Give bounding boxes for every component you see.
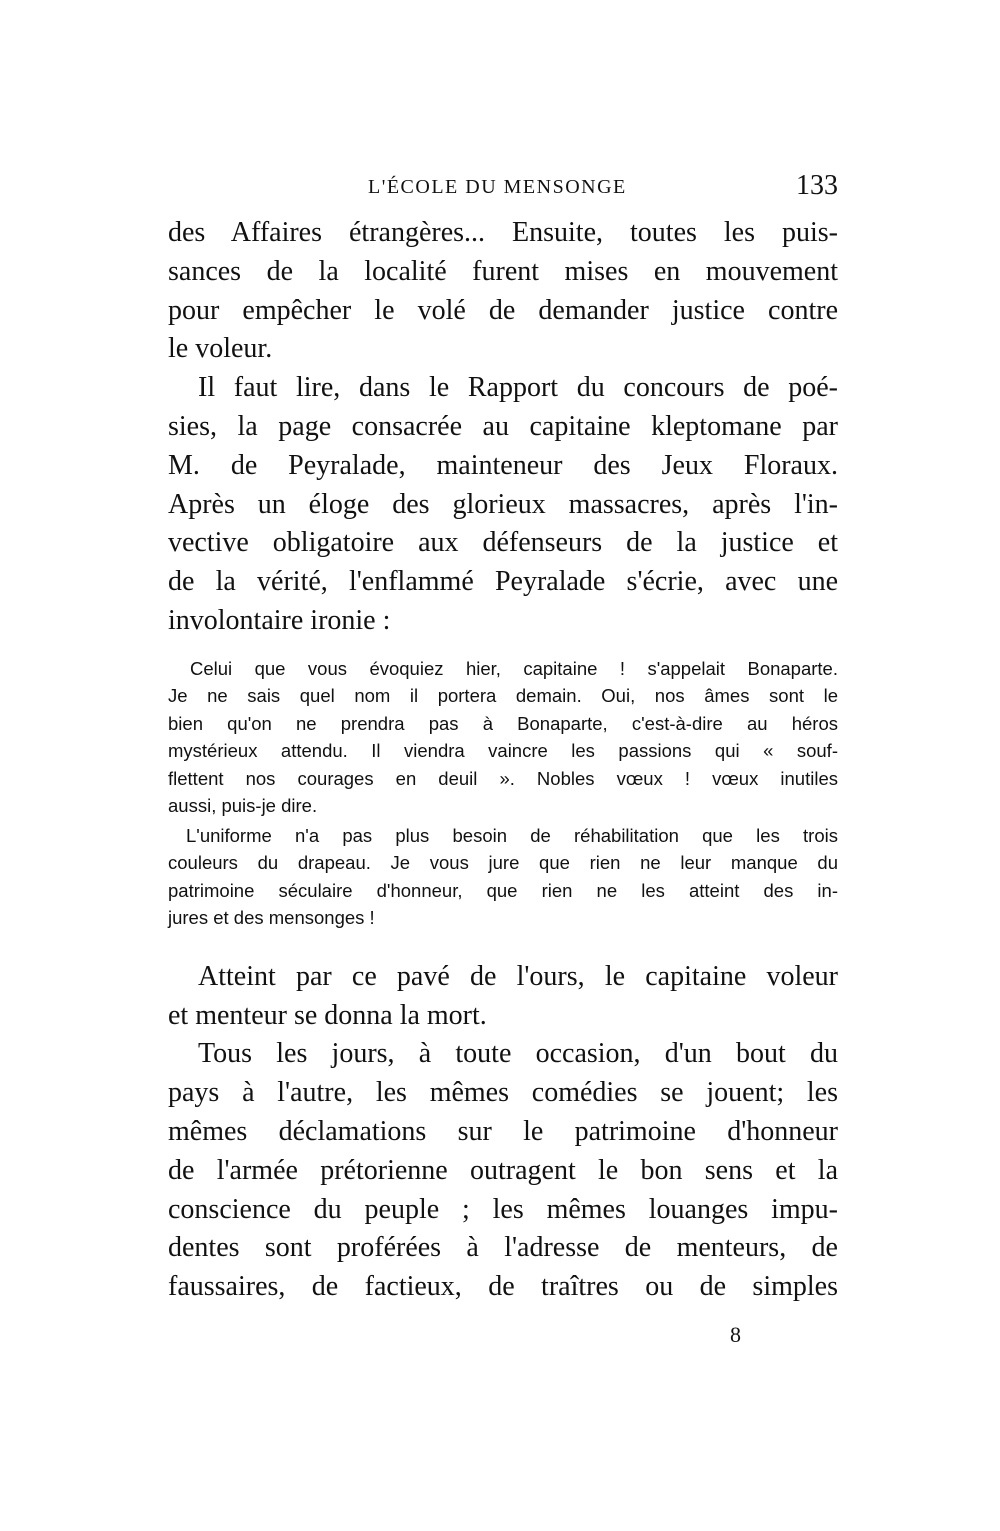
text-line: involontaire ironie : [168,604,391,636]
text-line: le voleur. [168,333,273,365]
quote-line: couleurs du drapeau. Je vous jure que rien ne leur manque du [168,852,838,874]
quote-line: Celui que vous évoquiez hier, capitaine ! s'appelait Bonaparte. [190,657,838,679]
text-line: sances de la localité furent mises en mouvement [168,255,838,287]
text-line: des Affaires étrangères... Ensuite, toutes les puis- [168,217,838,248]
block-quote-1 [168,655,838,820]
text-line: pays à l'autre, les mêmes comédies se jouent; les [168,1077,838,1109]
quote-line: mystérieux attendu. Il viendra vaincre les passions qui « souf- [168,740,838,762]
text-line: sies, la page consacrée au capitaine kleptomane par [168,410,838,442]
quote-line: patrimoine séculaire d'honneur, que rien ne les atteint des in- [168,879,838,901]
quote-line: flettent nos courages en deuil ». Nobles vœux ! vœux inutiles [168,767,838,789]
quote-line: aussi, puis-je dire. [168,795,318,817]
text-line: vective obligatoire aux défenseurs de la justice et [168,527,838,559]
text-line: mêmes déclamations sur le patrimoine d'honneur [168,1115,838,1147]
text-line: faussaires, de factieux, de traîtres ou de simples [168,1271,838,1303]
running-head: L'ÉCOLE DU MENSONGE [368,176,627,198]
text-line: conscience du peuple ; les mêmes louanges impu- [168,1193,838,1225]
text-line: Il faut lire, dans le Rapport du concours de poé- [198,372,838,404]
text-line: Après un éloge des glorieux massacres, après l'in- [168,488,838,520]
page-header [168,170,838,206]
text-line: de l'armée prétorienne outragent le bon sens et la [168,1154,838,1186]
paragraph-4 [168,1035,838,1307]
book-page [168,170,838,1307]
paragraph-2 [168,369,838,641]
paragraph-3 [168,958,838,1036]
text-line: Tous les jours, à toute occasion, d'un bout du [198,1038,838,1070]
paragraph-1 [168,214,838,369]
spacer [168,932,838,958]
block-quote-2 [168,822,838,932]
quote-line: L'uniforme n'a pas plus besoin de réhabilitation que les trois [186,824,838,846]
text-line: pour empêcher le volé de demander justice contre [168,294,838,326]
quote-line: Je ne sais quel nom il portera demain. Oui, nos âmes sont le [168,685,838,707]
quote-line: jures et des mensonges ! [168,907,375,929]
text-line: M. de Peyralade, mainteneur des Jeux Floraux. [168,449,838,481]
signature-mark: 8 [730,1322,741,1347]
text-line: Atteint par ce pavé de l'ours, le capitaine voleur [198,960,838,992]
text-line: et menteur se donna la mort. [168,999,487,1031]
text-line: de la vérité, l'enflammé Peyralade s'écrie, avec une [168,566,838,598]
page-number: 133 [796,170,838,201]
text-line: dentes sont proférées à l'adresse de menteurs, de [168,1232,838,1264]
quote-line: bien qu'on ne prendra pas à Bonaparte, c'est-à-dire au héros [168,712,838,734]
